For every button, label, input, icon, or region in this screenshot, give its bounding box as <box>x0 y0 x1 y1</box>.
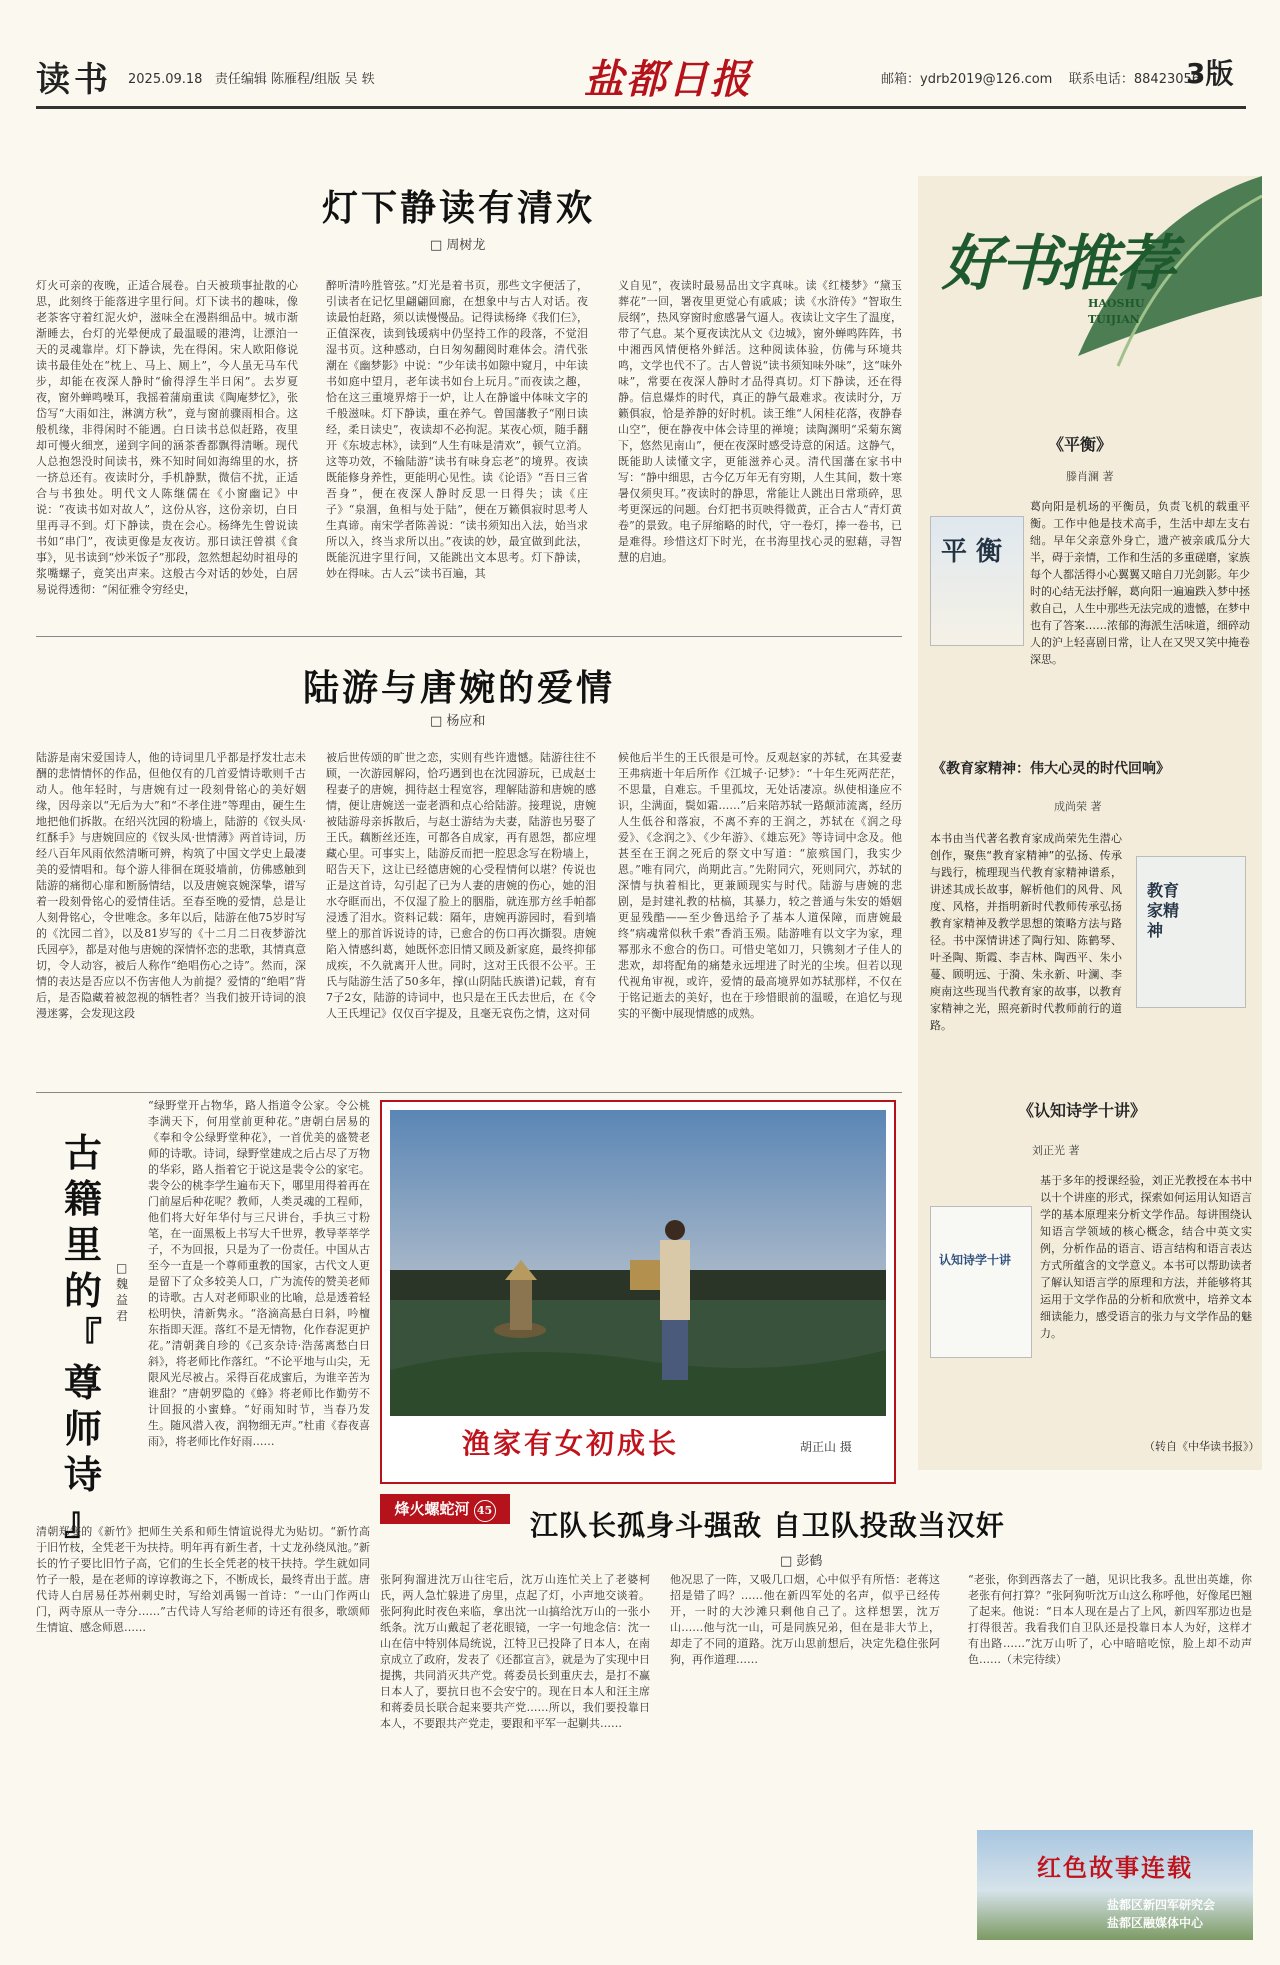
article4-author: □ 彭鹤 <box>780 1554 823 1569</box>
title-char: 『 <box>63 1314 102 1359</box>
title-char: 诗 <box>63 1452 102 1497</box>
book2-cover: 教育家精神 <box>1136 856 1246 1008</box>
article4-col2: 他况思了一阵，又吸几口烟，心中似乎有所悟：老蒋这招是错了吗？……他在新四军处的名声，似乎已经传开，一时的大沙滩只剩他自己了。这样想罢，沈万山……他与沈一山，可是同族兄弟，但在是非大节上，却走了不同的道路。沈万山思前想后，决定先稳住张阿狗，再作道理…… <box>670 1573 940 1666</box>
editor-credit: 责任编辑 陈雁程/组版 吴 轶 <box>214 72 375 87</box>
phone: 联系电话：88423056 <box>1068 72 1201 87</box>
series-badge <box>380 1494 510 1524</box>
divider <box>36 1092 902 1093</box>
book3-author: 刘正光 著 <box>1032 1144 1080 1157</box>
article4-col1: 张阿狗溜进沈万山往宅后，沈万山连忙关上了老婆柯氏，两人急忙躲进了房里，点起了灯，小声地交谈着。张阿狗此时夜色来临，拿出沈一山搞给沈万山的一张小纸条。沈万山戴起了老花眼镜，一字一句地念信：沈一山在信中特别体局统说，江特卫已投降了日本人，在南京成立了政府，发表了《还都宣言》，就是为了实现中日提携，共同消灭共产党。蒋委员长到重庆去，是打不赢日本人了，要抗日也不会安宁的。现在日本人和汪主席和蒋委员长联合起来要共产党……所以，我们要投靠日本人，不要跟共产党走，要跟和平军一起剿共…… <box>380 1573 650 1730</box>
book2-desc: 本书由当代著名教育家成尚荣先生潜心创作，聚焦“教育家精神”的弘扬、传承与践行，梳理现当代教育家精神谱系，讲述其成长故事，解析他们的风骨、风度、风格，并指明新时代教师传承弘扬教育家精神及教学思想的策略方法与路径。书中深情讲述了陶行知、陈鹤琴、叶圣陶、斯霞、李吉林、陶西平、朱小蔓、顾明远、于漪、朱永新、叶澜、李庾南这些现当代教育家的故事，以教育家精神之光，照亮新时代教师前行的道路。 <box>930 832 1122 1032</box>
title-char: 尊 <box>63 1360 102 1405</box>
article3-text2: 清朝郑燮的《新竹》把师生关系和师生情谊说得尤为贴切。“新竹高于旧竹枝，全凭老干为扶持。明年再有新生者，十丈龙孙绕凤池。”新长的竹子要比旧竹子高，它们的生长全凭老的枝干扶持。学生就如同竹子一般，是在老师的谆谆教诲之下，不断成长，最终青出于蓝。唐代诗人白居易任苏州刺史时，写给刘禹锡一首诗：“一山门作两山门，两寺原从一寺分……”古代诗人写给老师的诗还有很多，歌颂师生情谊、感念师恩…… <box>36 1525 370 1634</box>
red-story-banner <box>977 1830 1253 1940</box>
photo-frame <box>380 1100 896 1484</box>
article4-title: 江队长孤身斗强敌 自卫队投敌当汉奸 <box>530 1509 1005 1542</box>
email: 邮箱：ydrb2019@126.com <box>881 72 1053 87</box>
article3-title <box>56 1130 110 1544</box>
photo-caption: 渔家有女初成长 <box>462 1427 680 1460</box>
rail-header-pinyin: HAOSHU TUIJIAN <box>1088 297 1145 326</box>
series-number: 45 <box>474 1500 496 1522</box>
book1-title: 《平衡》 <box>1048 435 1113 454</box>
article3-author: □ 魏益君 <box>116 1261 129 1323</box>
article2-author: □ 杨应和 <box>430 714 486 729</box>
section-label: 读书 <box>36 60 112 100</box>
source-note: （转自《中华读书报》） <box>1144 1440 1260 1453</box>
article2-col3: 候他后半生的王氏很是可怜。反观赵家的苏轼，在其爱妻王弗病逝十年后所作《江城子·记梦》：“十年生死两茫茫，不思量，自难忘。千里孤坟，无处话凄凉。纵使相逢应不识，尘满面，鬓如霜……”后来陪苏轼一路颠沛流离，经历人生低谷和落寂，不离不弃的王润之，苏轼在《润之母爱》、《念润之》、《少年游》、《雄忘死》等诗词中念及。他甚至在王润之死后的祭文中写道：“旅殡国门，我实少恩。”唯有同穴，尚期此言。”先附同穴，死则同穴，苏轼的深情与执着相比，更兼顾现实与时代。陆游与唐婉的悲剧，是封建礼教的枯槁，其暴力，较之普通与朱安的婚姻更显残酷——至少鲁迅给予了基本人道保障，而唐婉最终“病魂常似秋千索”香消玉殒。陆游唯有以文字为家，理幂那永不愈合的伤口。可惜史笔如刀，只镌刻才子佳人的悲欢，却将配角的痛楚永远埋进了时光的尘埃。但若以现代视角审视，或许，爱情的最高境界如苏轼那样，不仅在于铭记逝去的美好，也在于珍惜眼前的温暖，在追忆与现实的平衡中展现情感的成熟。 <box>618 751 902 1020</box>
rail-header: 好书推荐 <box>942 229 1174 299</box>
article1-col2: 醉听清吟胜管弦。”灯光是着书页，那些文字便活了，引读者在记忆里翩翩回廊，在想象中与古人对话。夜读最怕赶路，须以读慢慢品。记得读杨绛《我们仨》，正值深夜，读到钱瑗病中仍坚持工作的段落，不觉泪湿书页。这种感动，白日匆匆翻阅时难体会。清代张潮在《幽梦影》中说：“少年读书如隙中窥月，中年读书如庭中望月，老年读书如台上玩月。”而夜读之趣，恰在这三重境界熔于一炉，让人在静谧中体味文字的千般滋味。灯下静读，重在养气。曾国藩教子“刚日读经，柔日读史”，夜读却不必拘泥。某夜心烦，随手翻开《东坡志林》，读到“人生有味是清欢”，顿气立消。这等功效，不输陆游“读书有味身忘老”的境界。夜读既能修身养性，更能明心见性。读《论语》“吾日三省吾身”，便在夜深人静时反思一日得失；读《庄子》“泉涸，鱼相与处于陆”，便在万籁俱寂时思考人生真谛。南宋学者陈善说：“读书须知出入法，始当求所以入，终当求所以出。”夜读的妙，最宜做到此法，既能沉进字里行间，又能跳出文本思考。灯下静读，妙在得味。古人云“读书百遍，其 <box>326 279 588 580</box>
article1-title: 灯下静读有清欢 <box>322 187 596 229</box>
article4-col3: “老张，你到西落去了一趟，见识比我多。乱世出英雄，你老张有何打算？”张阿狗听沈万山这么称呼他，好像尾巴翘了起来。他说：“日本人现在是占了上风，新四军那边也是打得很苦。我看我们自卫队还是投靠日本人为好，这样才有出路……”沈万山听了，心中暗暗吃惊，脸上却不动声色……（未完待续） <box>968 1573 1252 1666</box>
book1-author: 滕肖澜 著 <box>1066 470 1114 483</box>
series-name: 烽火螺蛇河 <box>394 1500 470 1518</box>
title-char: 』 <box>63 1498 102 1543</box>
article1-col3: 义自见”，夜读时最易品出文字真味。读《红楼梦》“黛玉葬花”一回，署夜里更觉心有戚戚；读《水浒传》“智取生辰纲”，热风穿窗时愈感暑气逼人。夜读让文字生了温度，带了气息。某个夏夜读沈从文《边城》，窗外蝉鸣阵阵，书中湘西风情便格外鲜活。这种阅读体验，仿佛与环境共鸣，文学也代不了。古人曾说“读书须知味外味”，这“味外味”，常要在夜深人静时才品得真切。灯下静读，还在得静。信息爆炸的时代，真正的静气最难求。夜读时分，万籁俱寂，恰是养静的好时机。读王维“人闲桂花落，夜静春山空”，便在静夜中体会诗里的禅境；读陶渊明“采菊东篱下，悠然见南山”，便在夜深时感受诗意的闲适。这静气，既能助人读懂文字，更能滋养心灵。清代国藩在家书中写：“静中细思，古今亿万年无有穷期，人生其间，数十寒暑仅须臾耳。”夜读时的静思，常能让人跳出日常琐碎，思考更深远的问题。台灯把书页映得微黄，正合古人“青灯黄卷”的景致。电子屏缩略的时代，守一卷灯，捧一卷书，已是难得。珍惜这灯下时光，在书海里找心灵的慰藉，寻智慧的启迪。 <box>618 279 902 564</box>
article1-author: □ 周树龙 <box>430 238 486 253</box>
book3-desc: 基于多年的授课经验，刘正光教授在本书中以十个讲座的形式，探索如何运用认知语言学的基本原理来分析文学作品。每讲围绕认知语言学领域的核心概念，结合中英文实例，分析作品的语言、语言结构和语言表达方式所蕴含的文学意义。本书可以帮助读者了解认知语言学的原理和方法，并能够将其运用于文学作品的分析和欣赏中，培养文本细读能力，感受语言的张力与文学作品的魅力。 <box>1040 1174 1252 1340</box>
article2-title: 陆游与唐婉的爱情 <box>303 667 616 709</box>
book3-cover: 认知诗学十讲 <box>930 1206 1032 1358</box>
issue-date: 2025.09.18 <box>128 72 203 87</box>
article3-text: “绿野堂开占物华，路人指道令公家。令公桃李满天下，何用堂前更种花。”唐朝白居易的《奉和令公绿野堂种花》，一首优美的盛赞老师的诗歌。诗词，绿野堂建成之后占尽了万物的华彩，路人指着它于说这是裴令公的家宅。裴令公的桃李学生遍布天下，哪里用得着再在门前屋后种花呢？教师，人类灵魂的工程师，他们将大好年华付与三尺讲台，手执三寸粉笔，在一面黑板上书写大千世界，教导莘莘学子，不为回报，只是为了一份责任。中国从古至今一直是一个尊师重教的国家，古代文人更是留下了众多较美人口，广为流传的赞美老师的诗歌。古人对老师职业的比喻，总是透着轻松明快，清新隽永。“洛滴高悬白日斜，吟檀东指即天涯。落红不是无情物，化作春泥更护花。”清朝龚自珍的《己亥杂诗·浩荡离愁白日斜》，将老师比作落红。“不论平地与山尖，无限风光尽被占。采得百花成蜜后，为谁辛苦为谁甜？”唐朝罗隐的《蜂》将老师比作勤劳不计回报的小蜜蜂。“好雨知时节，当春乃发生。随风潜入夜，润物细无声。”杜甫《春夜喜雨》，将老师比作好雨…… <box>148 1099 370 1448</box>
newspaper-logo: 盐都日报 <box>584 56 752 103</box>
banner-title: 红色故事连载 <box>1037 1853 1193 1882</box>
title-char: 籍 <box>63 1176 102 1221</box>
title-char: 的 <box>63 1268 102 1313</box>
header-contact <box>881 68 1200 87</box>
title-char: 师 <box>63 1406 102 1451</box>
page-header <box>36 42 1246 109</box>
article2-col2: 被后世传颂的旷世之恋，实则有些许遗憾。陆游往往不顾，一次游园解闷，恰巧遇到也在沈园游玩，已成赵士程妻子的唐婉，拥待赵士程宽容，理解陆游和唐婉的感情，便让唐婉送一壶老酒和点心给陆游。接理说，唐婉被陆游母亲拆散后，与赵士游结为夫妻，陆游也另娶了王氏。藕断丝还连，可都各自成家，再有恩怨，都应埋藏心里。可事实上，陆游反而把一腔思念写在粉墙上，昭告天下，这让已经德唐婉的心受程情何以堪？传说也正是这首诗，勾引起了已为人妻的唐婉的伤心，她的泪水夺眶而出，不仅湿了脸上的胭脂，就连那方丝手帕都浸透了泪水。资料记载：隔年，唐婉再游园时，看到墙壁上的那首诉说诗的诗，已愈合的伤口再次撕裂。唐婉陷入情感纠葛，她既怀恋旧情又顾及新家庭，最终抑郁成疾，不久就离开人世。同时，这对王氏很不公平。王氏与陆游生活了50多年，撑(山阴陆氏族谱)记载，育有7子2女，陆游的诗词中，也只是在王氏去世后，在《令人王氏埋记》仅仅百字提及，且毫无哀伤之情，这对伺 <box>326 751 596 1020</box>
book1-cover: 平 衡 <box>930 516 1024 646</box>
banner-line1: 盐都区新四军研究会 <box>1107 1898 1216 1912</box>
article2-col1: 陆游是南宋爱国诗人，他的诗词里几乎都是抒发壮志未酬的悲情情怀的作品，但他仅有的几首爱情诗歌则千古动人。他年轻时，与唐婉有过一段刻骨铭心的美好姻缘，因母亲以“无后为大”和“不孝住进”等理由，硬生生地把他们拆散。在绍兴沈园的粉墙上，陆游的《钗头凤·红酥手》与唐婉回应的《钗头凤·世情薄》两首诗词，历经八百年风雨依然清晰可辨，构筑了中国文学史上最凄美的爱情唱和。每个游人徘徊在斑驳墙前，仿佛感触到陆游的痛彻心扉和断肠情结，以及唐婉哀婉深挚，谱写着一段刻骨铭心的爱情佳话。至春至晚的爱情，总是让人刻骨铭心，令世唯念。多年以后，陆游在他75岁时写的《沈园二首》，以及81岁写的《十二月二日夜梦游沈氏园亭》，都是对他与唐婉的深情怀恋的悲歌，其情真意切，令人动容，被后人称作“绝唱伤心之诗”。然而，深情的表达是否应以不伤害他人为前提？爱情的“绝唱”背后，是否隐藏着被忽视的牺牲者？当我们披开诗词的浪漫迷雾，会发现这段 <box>36 751 306 1020</box>
article1-col1: 灯火可亲的夜晚，正适合展卷。白天被琐事扯散的心思，此刻终于能落进字里行间。灯下读书的趣味，像老茶客守着红泥火炉，滋味全在漫斟细品中。城市渐渐睡去，台灯的光晕便成了最温暖的港湾，让漂泊一天的灵魂靠岸。灯下静读，先在得闲。宋人欧阳修说读书最佳处在“枕上、马上、厕上”，今人虽无马车代步，却能在夜深人静时“偷得浮生半日闲”。去岁夏夜，窗外蝉鸣噪耳，我摇着蒲扇重读《陶庵梦忆》，张岱写“大雨如注，淋漓方秋”，竟与窗前骤雨相合。这般机缘，非得闲时不能遇。白日读书总似赶路，夜里却可慢火细烹，递到字间的涵茶香都飘得清晰。现代人总抱怨没时间读书，殊不知时间如海绵里的水，挤一挤总还有。夜读时分，手机静默，微信不扰，正适合与书独处。明代文人陈继儒在《小窗幽记》中说：“夜读书如对故人”，这份从容，这份亲切，白日里再寻不到。灯下静读，贵在会心。杨绛先生曾说读书如“串门”，夜读更像是友夜访。那日读汪曾祺《食事》，见书读到“炒米饭子”那段，忽然想起幼时祖母的浆嘴螺子，竟笑出声来。这般古今对话的妙处，白居易说得透彻：“闲征雅令穷经史， <box>36 279 298 596</box>
book-recommend-rail <box>918 176 1262 1470</box>
photo-credit: 胡正山 摄 <box>800 1440 852 1454</box>
banner-line2: 盐都区融媒体中心 <box>1107 1916 1204 1930</box>
title-char: 里 <box>63 1222 102 1267</box>
header-meta <box>128 68 375 87</box>
book3-title: 《认知诗学十讲》 <box>1018 1101 1147 1120</box>
book2-title: 《教育家精神：伟大心灵的时代回响》 <box>932 761 1170 777</box>
photo-fisher-girl <box>390 1110 886 1416</box>
title-char: 古 <box>63 1130 102 1175</box>
edition-number: 3版 <box>1186 57 1234 90</box>
divider <box>36 636 902 637</box>
book2-author: 成尚荣 著 <box>1054 800 1102 813</box>
book1-desc: 葛向阳是机场的平衡员，负责飞机的载重平衡。工作中他是技术高手，生活中却左支右绌。早年父亲意外身亡，遗产被亲戚瓜分大半，碍于亲情，工作和生活的多重磋磨，家族每个人都活得小心翼翼又暗自刀光剑影。年少时的心结无法抒解，葛向阳一遍遍跌入梦中拯救自己，人生中那些无法完成的遗憾，在梦中也有了答案……浓郁的海派生活味道，细碎动人的沪上轻喜剧日常，让人在又哭又笑中掩卷深思。 <box>1030 500 1250 666</box>
